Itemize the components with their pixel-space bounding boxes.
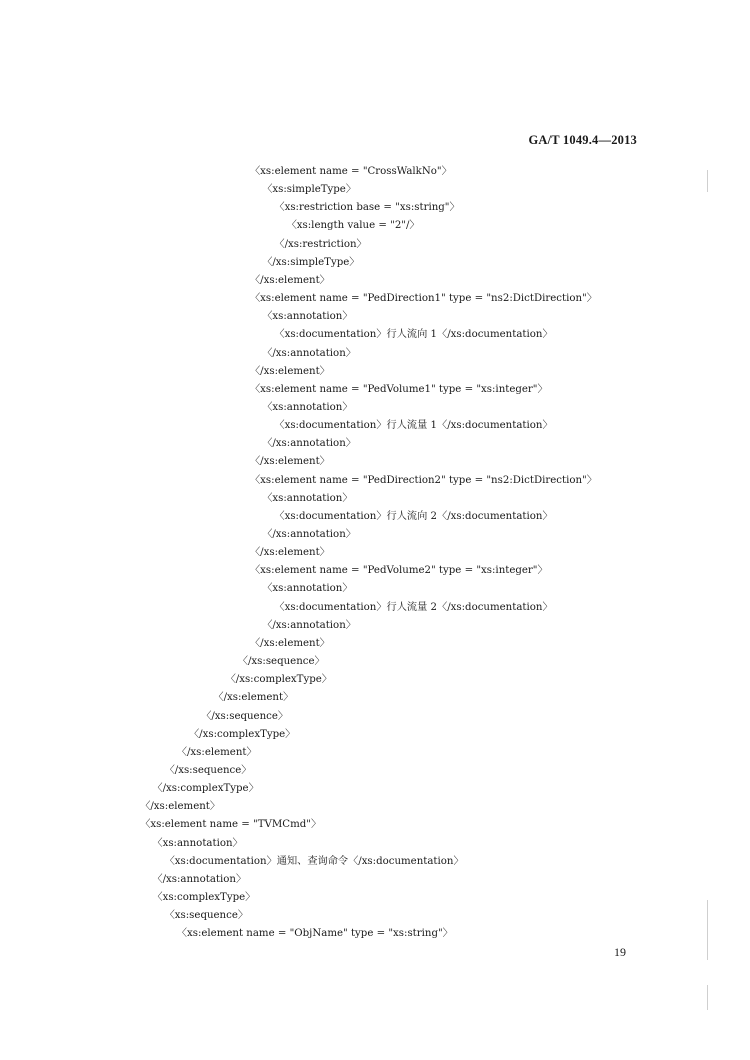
code-line: 〈xs:simpleType〉 bbox=[262, 184, 357, 196]
code-line: 〈/xs:annotation〉 bbox=[152, 873, 247, 885]
code-line: 〈xs:documentation〉行人流量 2〈/xs:documentation〉 bbox=[274, 601, 553, 613]
code-line: 〈/xs:element〉 bbox=[250, 547, 330, 559]
code-line: 〈/xs:annotation〉 bbox=[262, 347, 356, 359]
code-line: 〈/xs:sequence〉 bbox=[201, 710, 289, 722]
code-line: 〈/xs:annotation〉 bbox=[262, 438, 356, 450]
code-line: 〈/xs:element〉 bbox=[250, 456, 330, 468]
document-standard-number: GA/T 1049.4—2013 bbox=[528, 133, 637, 147]
code-line: 〈xs:documentation〉行人流量 1〈/xs:documentation〉 bbox=[274, 420, 553, 432]
code-line: 〈/xs:sequence〉 bbox=[237, 656, 325, 668]
code-line: 〈xs:documentation〉行人流向 1〈/xs:documentation〉 bbox=[274, 329, 553, 341]
code-line: 〈xs:complexType〉 bbox=[152, 892, 256, 903]
code-line: 〈/xs:complexType〉 bbox=[189, 728, 296, 740]
code-line: 〈/xs:simpleType〉 bbox=[262, 256, 360, 268]
code-line: 〈xs:element name = "ObjName" type = "xs:string"〉 bbox=[176, 928, 453, 940]
code-line: 〈/xs:complexType〉 bbox=[225, 674, 332, 686]
page-number: 19 bbox=[614, 945, 626, 959]
code-line: 〈xs:element name = "PedVolume1" type = "xs:integer"〉 bbox=[250, 383, 548, 395]
code-line: 〈xs:annotation〉 bbox=[262, 583, 353, 595]
code-line: 〈/xs:complexType〉 bbox=[152, 783, 259, 795]
scan-edge-mark bbox=[707, 900, 708, 960]
code-line: 〈/xs:element〉 bbox=[250, 274, 330, 286]
code-line: 〈xs:element name = "TVMCmd"〉 bbox=[140, 819, 322, 831]
code-line: 〈/xs:element〉 bbox=[140, 801, 221, 813]
code-line: 〈/xs:annotation〉 bbox=[262, 529, 356, 540]
code-line: 〈/xs:element〉 bbox=[250, 637, 330, 649]
code-line: 〈/xs:sequence〉 bbox=[164, 764, 252, 776]
code-line: 〈xs:annotation〉 bbox=[152, 837, 243, 849]
code-line: 〈xs:documentation〉通知、查询命令〈/xs:documentation〉 bbox=[164, 855, 464, 867]
code-line: 〈xs:documentation〉行人流向 2〈/xs:documentation〉 bbox=[274, 510, 553, 522]
scan-edge-mark bbox=[707, 170, 708, 192]
code-line: 〈xs:restriction base = "xs:string"〉 bbox=[274, 202, 460, 214]
code-line: 〈xs:length value = "2"/〉 bbox=[286, 220, 420, 232]
code-line: 〈xs:element name = "PedDirection2" type = "ns2:DictDirection"〉 bbox=[250, 474, 597, 486]
scan-edge-mark bbox=[707, 985, 708, 1010]
code-line: 〈xs:annotation〉 bbox=[262, 311, 353, 323]
code-line: 〈xs:element name = "PedVolume2" type = "xs:integer"〉 bbox=[250, 565, 548, 577]
code-line: 〈/xs:element〉 bbox=[250, 365, 330, 377]
code-line: 〈xs:element name = "CrossWalkNo"〉 bbox=[250, 166, 452, 177]
code-line: 〈/xs:annotation〉 bbox=[262, 619, 356, 631]
code-line: 〈/xs:element〉 bbox=[176, 746, 257, 758]
code-line: 〈xs:annotation〉 bbox=[262, 401, 353, 413]
code-line: 〈xs:annotation〉 bbox=[262, 492, 353, 504]
code-line: 〈/xs:restriction〉 bbox=[274, 238, 367, 250]
code-line: 〈/xs:element〉 bbox=[213, 692, 294, 704]
code-line: 〈xs:sequence〉 bbox=[164, 910, 249, 922]
code-line: 〈xs:element name = "PedDirection1" type = "ns2:DictDirection"〉 bbox=[250, 293, 597, 305]
